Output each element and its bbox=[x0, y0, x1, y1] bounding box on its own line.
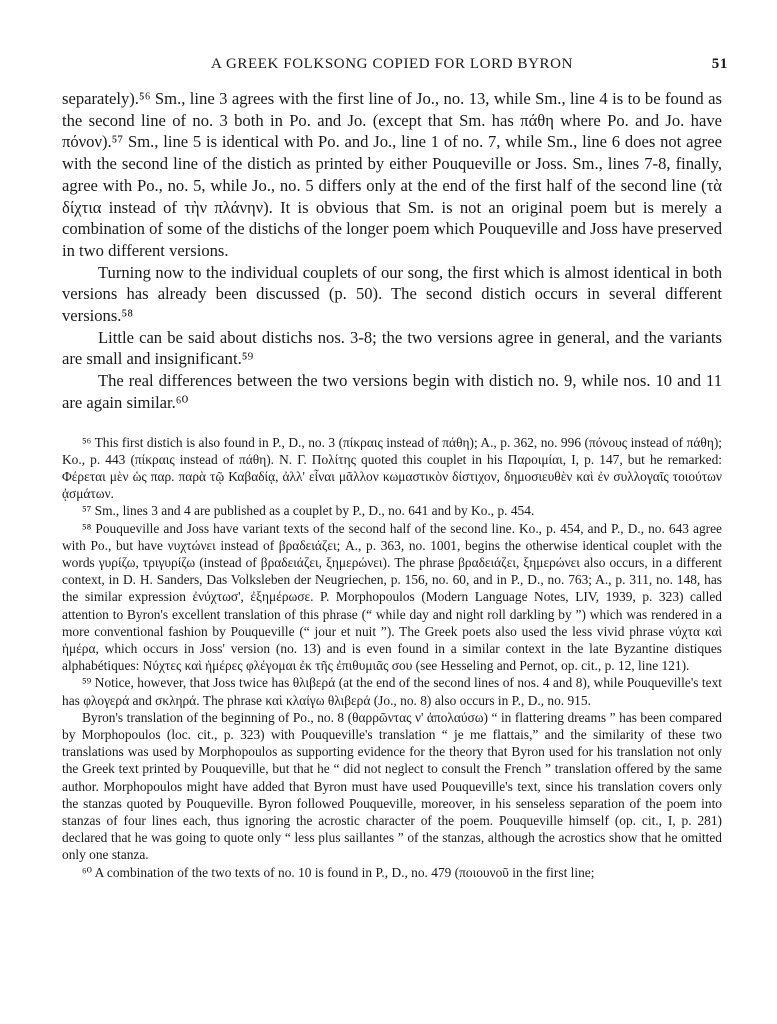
body-paragraph: Turning now to the individual couplets of our song, the first which is almost identical in both versions has already been discussed (p. 50). The second distich occurs in several different versions.⁵⁸ bbox=[62, 262, 722, 326]
footnote: Byron's translation of the beginning of Po., no. 8 (θαρρῶντας ν' ἀπολαύσω) “ in flattering dreams ” has been compared by Morphopoulos (loc. cit., p. 323) with Pouqueville's translation “ je me flattais,” and the similarity of these two translations was used by Morphopoulos as supporting evidence for the theory that Byron used for his translation not only the Greek text printed by Pouqueville, but that he “ did not neglect to consult the French ” translation offered by the same author. Morphopoulos might have added that Byron must have used Pouqueville's text, since his translation covers only the stanzas quoted by Pouqueville. Byron followed Pouqueville, moreover, in his senseless separation of the poem into stanzas of four lines each, thus ignoring the acrostic character of the poem. Pouqueville himself (op. cit., I, p. 281) declared that he was going to quote only “ less plus saillantes ” of the stanzas, although the acrostics show that he omitted only one stanza. bbox=[62, 709, 722, 863]
footnote: ⁶⁰ A combination of the two texts of no. 10 is found in P., D., no. 479 (ποιουνοῦ in the first line; bbox=[82, 864, 595, 880]
body-paragraph: The real differences between the two versions begin with distich no. 9, while nos. 10 and 11 are again similar.⁶⁰ bbox=[62, 371, 722, 412]
footnote: ⁵⁶ This first distich is also found in P., D., no. 3 (πίκραις instead of πάθη); A., p. 362, no. 996 (πόνους instead of πάθη); Ko., p. 443 (πίκραις instead of πάθη). N. Γ. Πολίτης quoted this couplet in his Παροιμίαι, I, p. 147, but he remarked: Φέρεται μὲν ὡς παρ. παρὰ τῷ Καβαδίᾳ, ἀλλ' εἶναι μᾶλλον κωμαστικὸν δίστιχον, δημοσιευθὲν καὶ ἐν συλλογαῖς τοιούτων ᾀσμάτων. bbox=[62, 434, 722, 502]
footnotes bbox=[62, 434, 722, 881]
page-header bbox=[62, 56, 728, 80]
footnote: ⁵⁹ Notice, however, that Joss twice has θλιβερά (at the end of the second lines of nos. 4 and 8), while Pouqueville's text has φλογερά and σκληρά. The phrase καὶ κλαίγω θλιβερά (Jo., no. 8) also occurs in P., D., no. 915. bbox=[62, 675, 722, 708]
body-paragraph: separately).⁵⁶ Sm., line 3 agrees with the first line of Jo., no. 13, while Sm., line 4 is to be found as the second line of no. 3 both in Po. and Jo. (except that Sm. has πάθη where Po. and Jo. have πόνον).⁵⁷ Sm., line 5 is identical with Po. and Jo., line 1 of no. 7, while Sm., line 6 does not agree with the second line of the distich as printed by either Pouqueville or Joss. Sm., lines 7-8, finally, agree with Po., no. 5, while Jo., no. 5 differs only at the end of the first half of the second line (τὰ δίχτια instead of τὴν πλάνην). It is obvious that Sm. is not an original poem but is merely a combination of some of the distichs of the longer poem which Pouqueville and Joss have preserved in two different versions. bbox=[62, 89, 722, 260]
running-title: A GREEK FOLKSONG COPIED FOR LORD BYRON bbox=[211, 56, 573, 72]
book-page bbox=[62, 56, 728, 881]
page-number: 51 bbox=[711, 56, 728, 72]
footnote: ⁵⁷ Sm., lines 3 and 4 are published as a couplet by P., D., no. 641 and by Ko., p. 454. bbox=[82, 503, 535, 519]
main-text bbox=[62, 88, 722, 414]
body-paragraph: Little can be said about distichs nos. 3-8; the two versions agree in general, and the variants are small and insignificant.⁵⁹ bbox=[62, 327, 722, 369]
footnote: ⁵⁸ Pouqueville and Joss have variant texts of the second half of the second line. Ko., p. 454, and P., D., no. 643 agree with Po., but have νυχτώνει instead of βραδειάζει; A., p. 363, no. 1001, begins the otherwise identical couplet with the words γυρίζω, τριγυρίζω (instead of βραδειάζει, ξημερώνει). The phrase βραδειάζει, ξημερώνει also occurs, in a different context, in D. H. Sanders, Das Volksleben der Neugriechen, p. 156, no. 60, and in P., D., no. 763; A., p. 311, no. 148, has the similar expression ἐνύχτωσ', ἐξημέρωσε. P. Morphopoulos (Modern Language Notes, LIV, 1939, p. 323) called attention to Byron's excellent translation of this phrase (“ while day and night roll darkling by ”) which was rendered in a more conventional fashion by Pouqueville (“ jour et nuit ”). The Greek poets also used the less vivid phrase νύχτα καὶ ἡμέρα, which occurs in Joss' version (no. 13) and is even found in a similar context in the late Byzantine distiques alphabétiques: Νύχτες καὶ ἡμέρες φλέγομαι ἐκ τῆς ἐπιθυμιᾶς σου (see Hesseling and Pernot, op. cit., p. 12, line 121). bbox=[62, 520, 722, 674]
